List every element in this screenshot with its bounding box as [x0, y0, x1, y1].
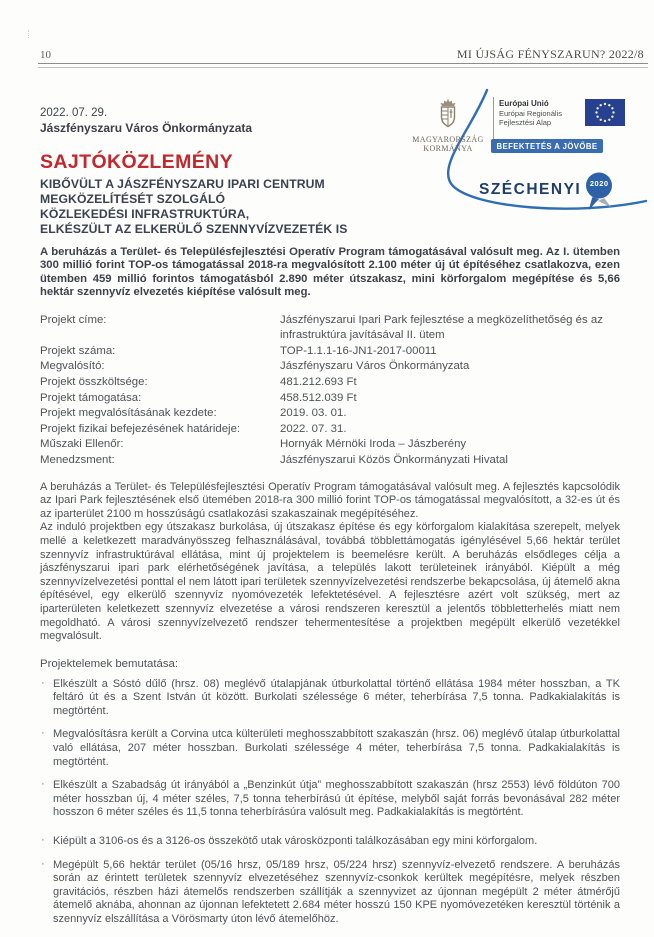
- subtitle-line: ELKÉSZÜLT AZ ELKERÜLŐ SZENNYVÍZVEZETÉK IS: [40, 222, 348, 236]
- detail-value: 481.212.693 Ft: [280, 376, 357, 388]
- project-elements-heading: Projektelemek bemutatása:: [40, 657, 179, 670]
- project-details-table: [40, 313, 620, 469]
- list-item: [40, 779, 620, 820]
- bullet-icon: ·: [41, 778, 45, 791]
- subtitle-line: KIBŐVÜLT A JÁSZFÉNYSZARU IPARI CENTRUM: [40, 177, 325, 191]
- detail-value: Jászfényszaru Város Önkormányzata: [280, 360, 470, 373]
- body-paragraph-1: A beruházás a Terület- és Településfejlesztési Operatív Program támogatásával valósult meg. A fejlesztés kapcsolódik az Ipari Park fejlesztésének első ütemében 2018-ra 300 millió forint TOP-os támogatással megvalósított, a 32-es út és az iparterület 2100 m hosszúságú csatlakozási szakaszainak megépítéséhez.: [40, 480, 620, 520]
- table-row: [40, 406, 620, 422]
- list-item-text: Megvalósításra került a Corvina utca külterületi meghosszabbított szakaszán (hrsz. 06) meglévő útalap útburkolattal való ellátása, 207 méter hosszban. Burkolati szélessége 4 méter, teherbírása 7,5 tonna. Padkakialakítás is megtörtént.: [53, 728, 620, 768]
- detail-label: Megvalósító:: [40, 360, 105, 373]
- szechenyi-year-label: 2020: [589, 179, 609, 188]
- detail-label: Projekt fizikai befejezésének határideje:: [40, 422, 241, 435]
- detail-value: Jászfényszarui Közös Önkormányzati Hivatal: [280, 453, 508, 466]
- lead-paragraph: A beruházás a Terület- és Településfejlesztési Operatív Program támogatásával valósult meg. Az I. ütemben 300 millió forint TOP-os támogatással 2018-ra megvalósított 2.100 méter új út építéséhez csatlakozva, ezen ütemben 459 millió forintos támogatásból 2.890 méter útszakasz, mini körforgalom megépítése és 5,66 hektár szennyvíz elvezetés kiépítése valósult meg.: [40, 246, 620, 299]
- government-label-line2: KORMÁNYA: [423, 144, 473, 153]
- eu-label-line3: Fejlesztési Alap: [499, 118, 552, 127]
- detail-value: 2019. 03. 01.: [280, 407, 347, 420]
- list-item: [40, 835, 620, 849]
- detail-label: Projekt száma:: [40, 344, 116, 357]
- table-row: [40, 391, 620, 407]
- list-item-text: Elkészült a Szabadság út irányából a „Benzinkút útja” meghosszabbított szakaszán (hrsz 2553) lévő földúton 700 méter hosszban új, 4 méter széles, 7,5 tonna teherbírású út építése, melyből saját forrás bevonásával 282 méter hosszon 6 méter széles és 11,5 tonna teherbírásúra valósult meg. Padkakialakítás is megtörtént.: [53, 779, 620, 819]
- table-row: [40, 453, 620, 469]
- document-body: [40, 106, 620, 927]
- table-row: [40, 344, 620, 360]
- table-row: [40, 422, 620, 438]
- detail-value: 2022. 07. 31.: [280, 422, 347, 435]
- list-item-text: Elkészült a Sóstó dűlő (hrsz. 08) meglévő útalapjának útburkolattal történő ellátása 1984 méter hosszban, a TK feltáró út és a Szent István út között. Burkolati szélessége 6 méter, teherbírása 7,5 tonna. Padkakialakítás is megtörtént.: [53, 677, 620, 717]
- body-paragraph-2: Az induló projektben egy útszakasz burkolása, új útszakasz építése és egy körforgalom kialakítása szerepelt, melyek mellé a keletkezett maradványösszeg felhasználásával, továbbá többlettámogatás igénylésével 5,66 hektár terület szennyvíz infrastruktúrával ellátása, mint új projektelem is beemelésre került. A beruházás elsődleges célja a jászfényszarui ipari park elérhetőségének javítása, a település lakott területeinek irányából. Kiépült a még szennyvízelvezetési ponttal el nem látott ipari területek szennyvízelvezetési rendszerbe bekapcsolása, új átemelő akna építésével, egy elkerülő szennyvíz nyomóvezeték lefektetésével. A fejlesztésre azért volt szükség, mert az iparterületen keletkezett szennyvíz elvezetése a városi rendszeren keresztül a jelentős többletterhelés miatt nem megoldható. A városi szennyvízelvezető rendszer tehermentesítése a projektben megépült elkerülő vezetékkel megvalósult.: [40, 521, 620, 643]
- table-row: [40, 437, 620, 453]
- subtitle-line: KÖZLEKEDÉSI INFRASTRUKTÚRA,: [40, 207, 250, 221]
- detail-value: 458.512.039 Ft: [280, 391, 357, 404]
- list-item: [40, 678, 620, 719]
- eu-label-line1: Európai Unió: [499, 99, 549, 108]
- detail-value: TOP-1.1.1-16-JN1-2017-00011: [280, 344, 437, 357]
- bullet-icon: ·: [41, 834, 45, 847]
- release-date: 2022. 07. 29.: [40, 107, 108, 119]
- szechenyi-wordmark: SZÉCHENYI: [479, 181, 582, 198]
- list-item-text: Kiépült a 3106-os és a 3126-os összekötő utak városközponti találkozásában egy mini körforgalom.: [53, 835, 538, 848]
- bullet-icon: ·: [41, 676, 45, 689]
- subtitle-line: MEGKÖZELÍTÉSÉT SZOLGÁLÓ: [40, 192, 226, 206]
- journal-title: MI ÚJSÁG FÉNYSZARUN? 2022/8: [456, 47, 644, 61]
- detail-value: Hornyák Mérnöki Iroda – Jászberény: [280, 438, 467, 451]
- detail-label: Projekt megvalósításának kezdete:: [40, 407, 217, 420]
- table-row: [40, 359, 620, 375]
- table-row: [40, 375, 620, 391]
- list-item: [40, 859, 620, 927]
- eu-label-line2: Európai Regionális: [499, 109, 562, 118]
- bullet-icon: ·: [41, 727, 45, 740]
- release-organization: Jászfényszaru Város Önkormányzata: [40, 121, 253, 135]
- detail-label: Menedzsment:: [40, 453, 115, 466]
- investment-badge: BEFEKTETÉS A JÖVŐBE: [491, 139, 603, 153]
- table-row: [40, 313, 620, 344]
- list-item: [40, 728, 620, 769]
- detail-label: Műszaki Ellenőr:: [40, 438, 124, 451]
- detail-label: Projekt címe:: [40, 313, 107, 326]
- government-label-line1: MAGYARORSZÁG: [412, 135, 484, 144]
- header-rule: [38, 63, 648, 68]
- scan-artifact: [28, 30, 35, 38]
- detail-label: Projekt összköltsége:: [40, 376, 148, 388]
- detail-value: Jászfényszarui Ipari Park fejlesztése a megközelíthetőség és az infrastruktúra javításával II. ütem: [280, 313, 603, 342]
- list-item-text: Megépült 5,66 hektár terület (05/16 hrsz, 05/189 hrsz, 05/224 hrsz) szennyvíz-elvezető rendszere. A beruházás során az érintett területek szennyvíz elvezetéséhez szennyvíz-csonkok kerültek megépítésre, melyek részben gravitációs, részben házi átemelős rendszerben szállítják a szennyvizet az újonnan megépült 2 méter átmérőjű átemelő aknába, ahonnan az újonnan lefektetett 2.684 méter hosszú 150 KPE nyomóvezetéken keresztül történik a szennyvíz elszállítása a Vörösmarty úton lévő átemelőhöz.: [53, 858, 620, 925]
- page-number: 10: [40, 49, 51, 61]
- detail-label: Projekt támogatása:: [40, 391, 142, 404]
- press-release-subtitle: [40, 177, 620, 237]
- bullet-icon: ·: [41, 857, 45, 870]
- press-release-title: SAJTÓKÖZLEMÉNY: [40, 151, 234, 173]
